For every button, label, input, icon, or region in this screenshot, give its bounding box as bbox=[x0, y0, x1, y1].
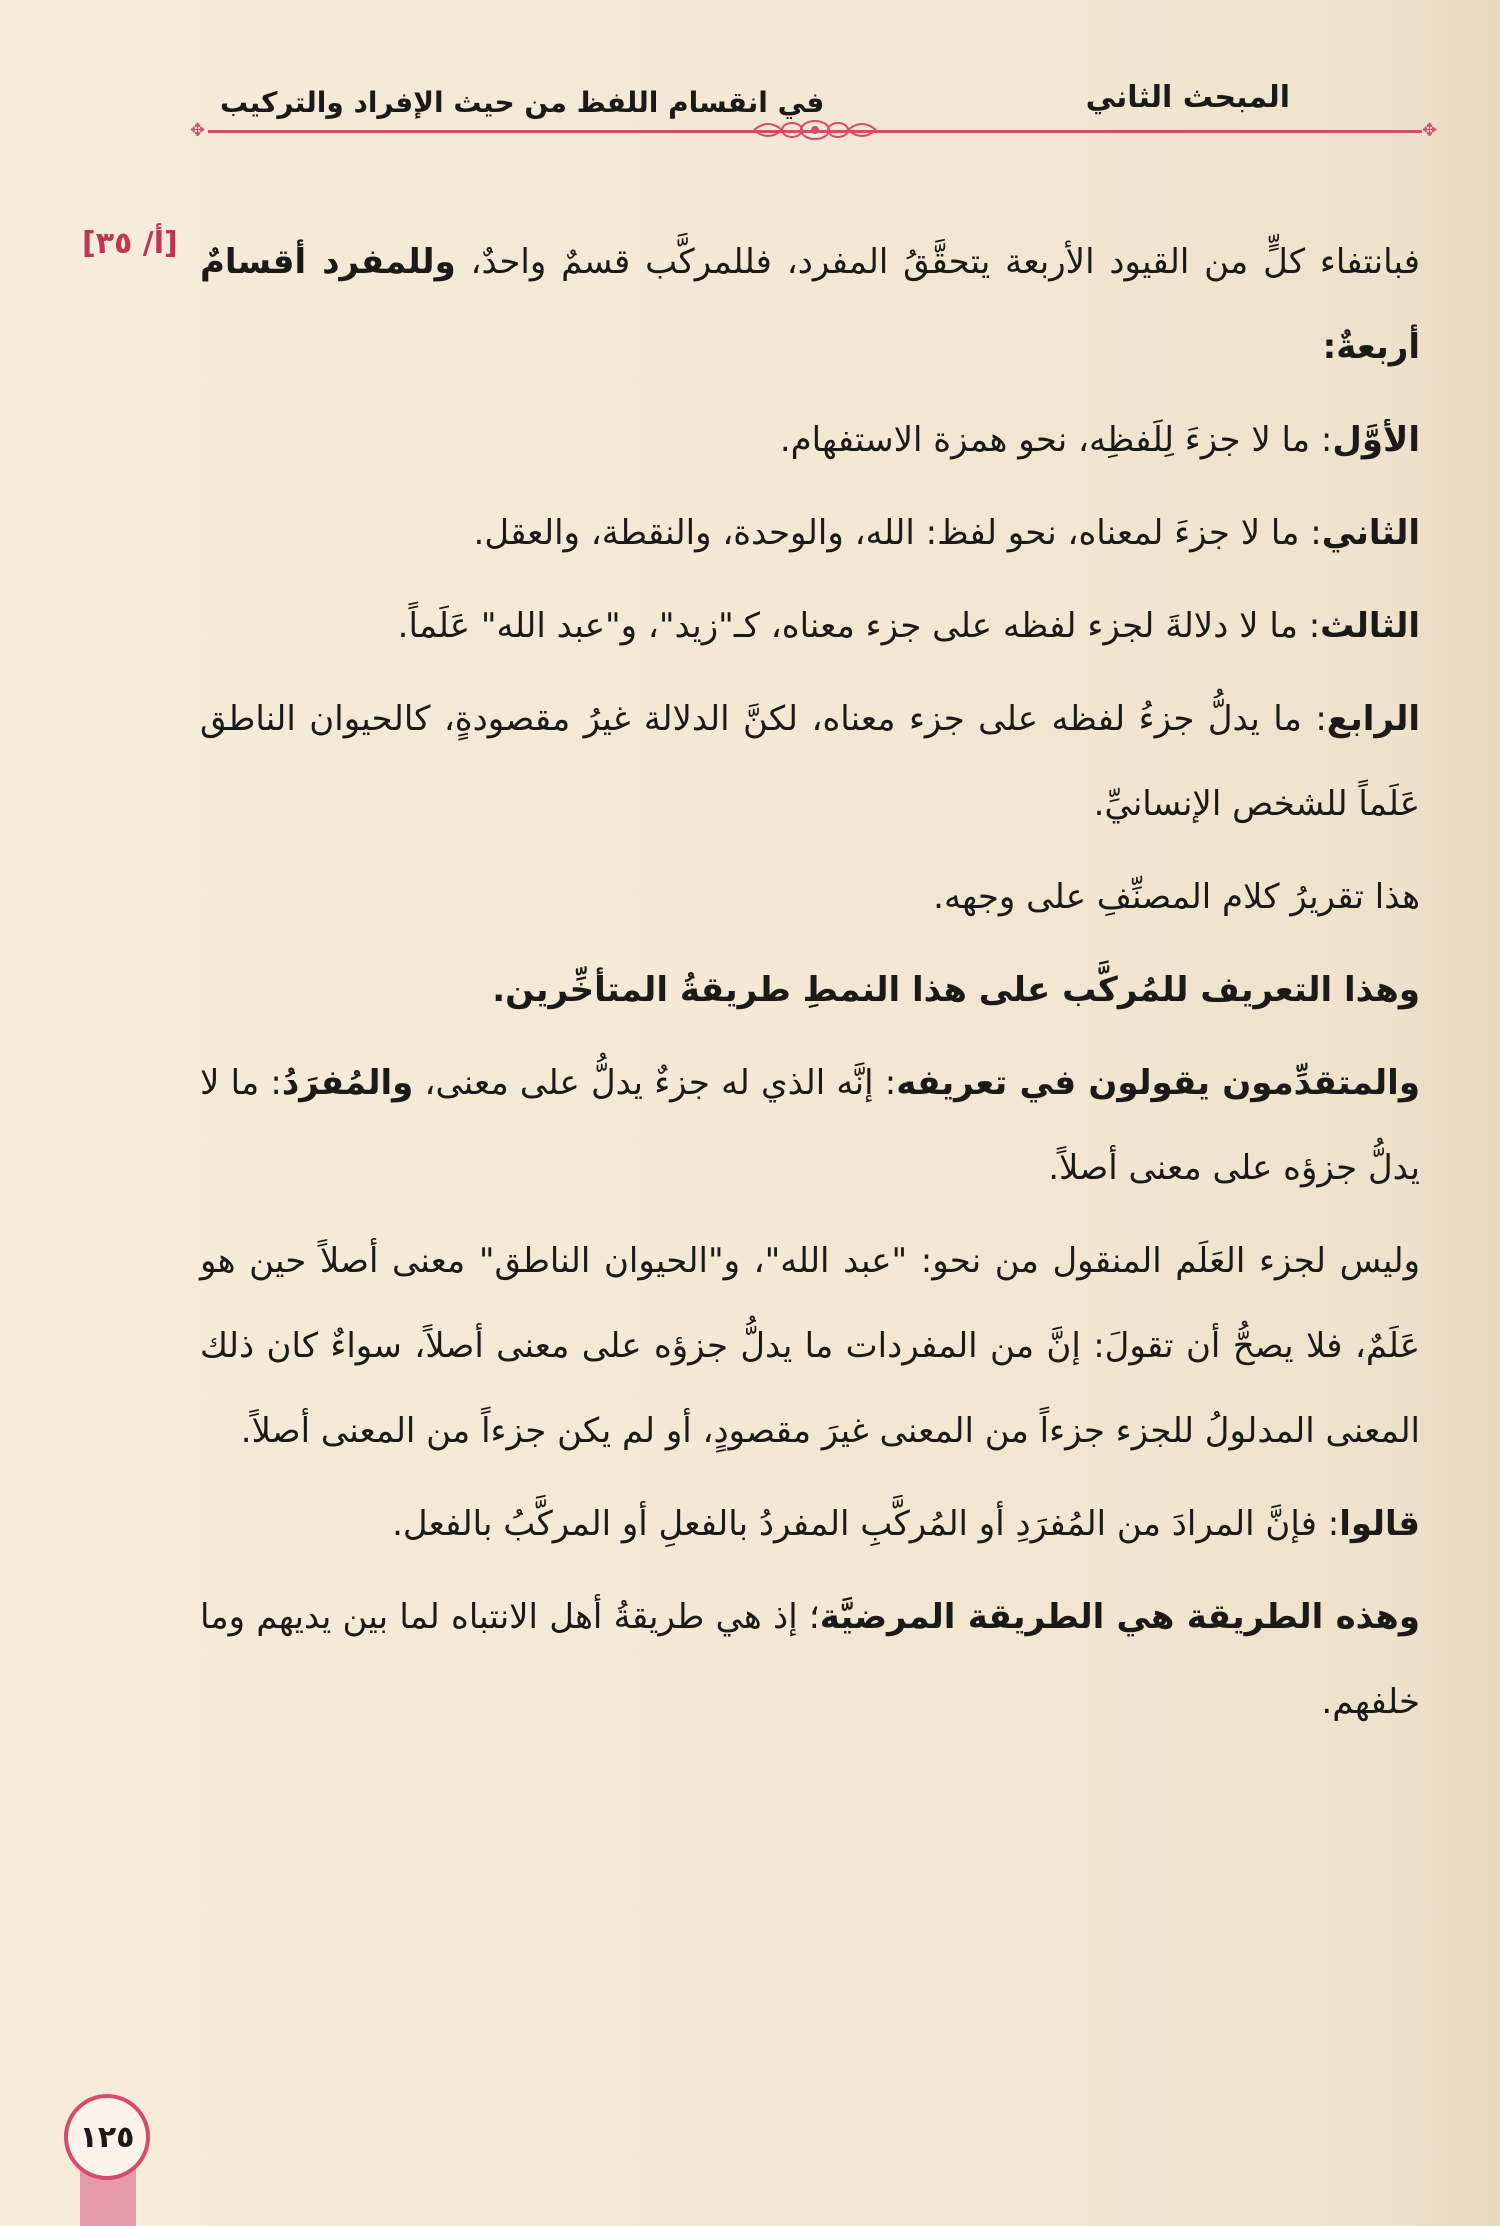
paragraph-lead: والمتقدِّمون يقولون في تعريفه bbox=[896, 1063, 1420, 1103]
manuscript-folio-marker: [أ/ ٣٥] bbox=[82, 226, 178, 261]
paragraph-text: : ما لا دلالةَ لجزء لفظه على جزء معناه، كـ"زيد"، و"عبد الله" عَلَماً. bbox=[397, 606, 1321, 646]
paragraph bbox=[200, 491, 1420, 576]
chapter-title: المبحث الثاني bbox=[1085, 80, 1290, 115]
paragraph bbox=[200, 584, 1420, 669]
section-title: في انقسام اللفظ من حيث الإفراد والتركيب bbox=[220, 86, 825, 119]
page-number-badge bbox=[58, 2090, 158, 2226]
paragraph-text: : ما لا يدلُّ جزؤه على معنى أصلاً. bbox=[200, 1063, 1420, 1188]
paragraph bbox=[200, 220, 1420, 390]
body-text bbox=[200, 220, 1420, 1753]
rule-end-icon: ✥ bbox=[190, 120, 206, 141]
paragraph-text: : ما لا جزءَ لمعناه، نحو لفظ: الله، والوحدة، والنقطة، والعقل. bbox=[473, 513, 1322, 553]
paragraph-lead: الرابع bbox=[1326, 699, 1420, 739]
paragraph-lead: الثالث bbox=[1320, 606, 1420, 646]
paragraph bbox=[200, 1219, 1420, 1474]
rule-end-icon: ✥ bbox=[1422, 120, 1438, 141]
paragraph-lead: الثاني bbox=[1321, 513, 1420, 553]
paragraph bbox=[200, 948, 1420, 1033]
paragraph bbox=[200, 677, 1420, 847]
paragraph-text: ؛ إذ هي طريقةُ أهل الانتباه لما بين يديهم وما خلفهم. bbox=[200, 1597, 1420, 1722]
paragraph-lead: قالوا bbox=[1339, 1504, 1420, 1544]
paragraph bbox=[200, 855, 1420, 940]
header-rule bbox=[208, 130, 1422, 133]
paragraph-text: : ما يدلُّ جزءُ لفظه على جزء معناه، لكنَّ الدلالة غيرُ مقصودةٍ، كالحيوان الناطق عَلَماً للشخص الإنسانيِّ. bbox=[200, 699, 1420, 824]
paragraph-lead: وهذه الطريقة هي الطريقة المرضيَّة bbox=[819, 1597, 1420, 1637]
paragraph-text: : ما لا جزءَ لِلَفظِه، نحو همزة الاستفهام. bbox=[779, 420, 1333, 460]
paragraph bbox=[200, 1482, 1420, 1567]
paragraph-text: هذا تقريرُ كلام المصنِّفِ على وجهه. bbox=[933, 877, 1420, 917]
paragraph-lead: وهذا التعريف للمُركَّب على هذا النمطِ طريقةُ المتأخِّرين. bbox=[492, 970, 1420, 1010]
paragraph bbox=[200, 1041, 1420, 1211]
paragraph-text: : فإنَّ المرادَ من المُفرَدِ أو المُركَّبِ المفردُ بالفعلِ أو المركَّبُ بالفعل. bbox=[392, 1504, 1340, 1544]
page-number: ١٢٥ bbox=[64, 2094, 150, 2180]
paragraph-bold: والمُفرَدُ bbox=[281, 1063, 414, 1103]
paragraph-text: فبانتفاء كلٍّ من القيود الأربعة يتحقَّقُ المفرد، فللمركَّب قسمٌ واحدٌ، bbox=[455, 242, 1420, 282]
paragraph bbox=[200, 398, 1420, 483]
paragraph bbox=[200, 1575, 1420, 1745]
paragraph-text: وليس لجزء العَلَم المنقول من نحو: "عبد الله"، و"الحيوان الناطق" معنى أصلاً حين هو عَلَمٌ، فلا يصحُّ أن تقولَ: إنَّ من المفردات ما يدلُّ جزؤه على معنى أصلاً، سواءٌ كان ذلك المعنى المدلولُ للجزء جزءاً من المعنى غيرَ مقصودٍ، أو لم يكن جزءاً من المعنى أصلاً. bbox=[200, 1241, 1420, 1451]
paragraph-lead: الأوَّل bbox=[1332, 420, 1420, 460]
running-header bbox=[190, 80, 1440, 150]
paragraph-text: : إنَّه الذي له جزءٌ يدلُّ على معنى، bbox=[413, 1063, 897, 1103]
paragraph-bold: وللمفرد أقسامٌ أربعةٌ bbox=[200, 242, 1420, 367]
paragraph-colon: : bbox=[1322, 327, 1337, 367]
